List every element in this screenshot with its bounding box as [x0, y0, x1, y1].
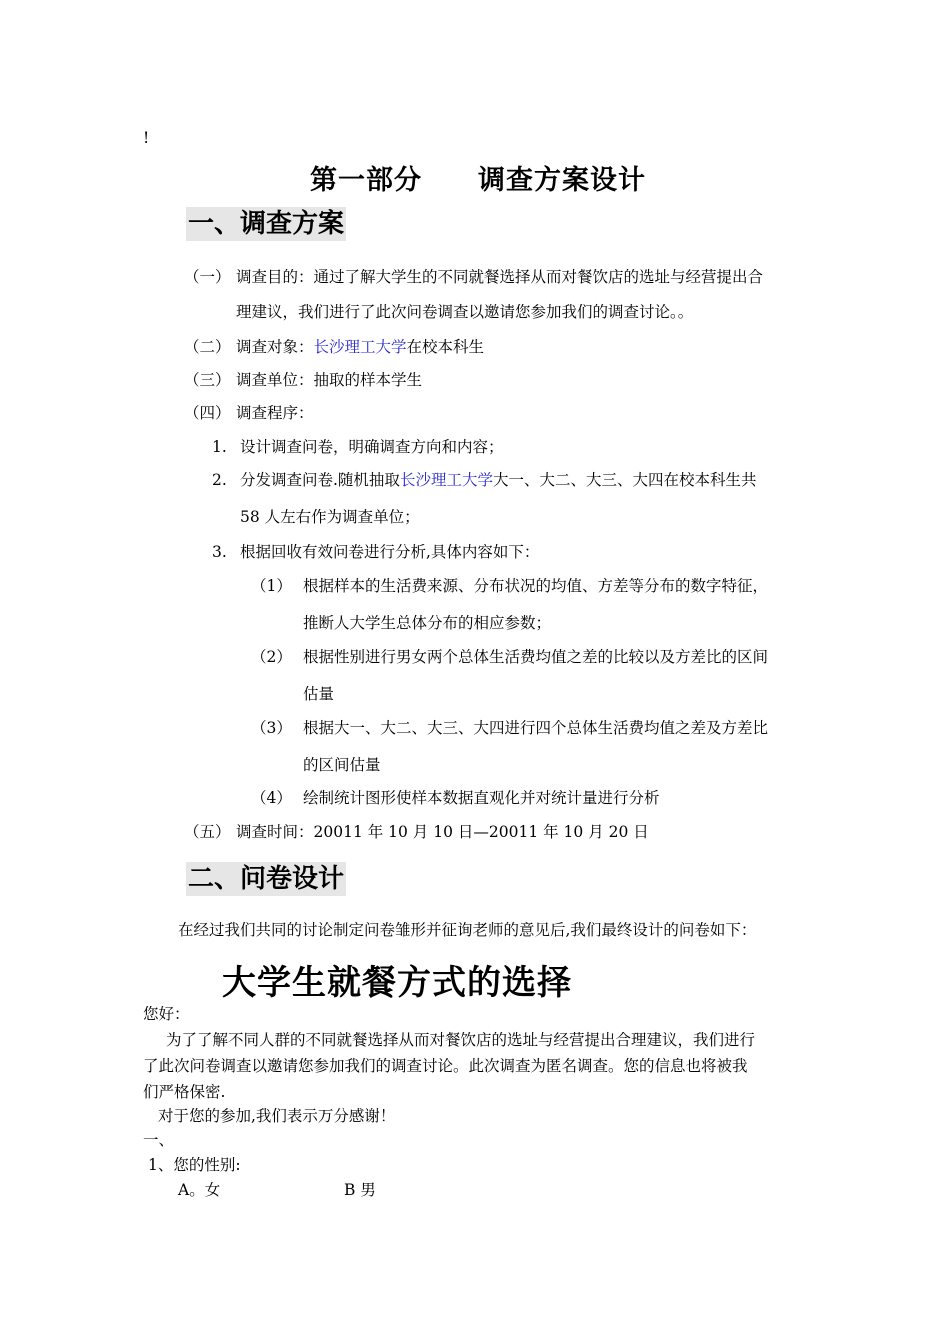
item-text: 调查目的：通过了解大学生的不同就餐选择从而对餐饮店的选址与经营提出合: [236, 268, 764, 286]
section1-heading: 一、调查方案: [188, 209, 345, 239]
step-text: 根据回收有效问卷进行分析,具体内容如下：: [240, 543, 540, 561]
university-link[interactable]: 长沙理工大学: [313, 338, 407, 356]
thanks-line: 对于您的参加,我们表示万分感谢！: [158, 1107, 396, 1125]
item-text: 调查时间：20011 年 10 月 10 日—20011 年 10 月 20 日: [236, 823, 649, 841]
step-text: [240, 470, 756, 490]
item-suffix: 在校本科生: [406, 338, 485, 356]
intro-paragraph-line: 们严格保密.: [143, 1083, 226, 1101]
part-marker: 一、: [143, 1131, 175, 1149]
subitem-num: （3）: [251, 719, 292, 737]
subitem-text: 根据大一、大二、大三、大四进行四个总体生活费均值之差及方差比: [303, 719, 769, 737]
greeting: 您好：: [143, 1005, 190, 1023]
item-num: （三）: [184, 371, 231, 389]
step-text: 设计调查问卷，明确调查方向和内容；: [240, 438, 504, 456]
section2-intro: 在经过我们共同的讨论制定问卷雏形并征询老师的意见后,我们最终设计的问卷如下：: [178, 921, 757, 939]
item-num: （四）: [184, 404, 231, 422]
question-1-label: 1、您的性别:: [148, 1156, 241, 1174]
item-text: 调查单位：抽取的样本学生: [236, 371, 423, 389]
question-1-option-a[interactable]: A。女: [178, 1181, 221, 1199]
item-num: （一）: [184, 268, 231, 286]
part-title-right: 调查方案设计: [478, 165, 646, 196]
item-num: （二）: [184, 338, 231, 356]
subitem-text: 推断人大学生总体分布的相应参数；: [303, 614, 552, 632]
subitem-text: 根据性别进行男女两个总体生活费均值之差的比较以及方差比的区间: [303, 648, 769, 666]
subitem-num: （1）: [251, 577, 292, 595]
item-num: （五）: [184, 823, 231, 841]
intro-paragraph-line: 为了了解不同人群的不同就餐选择从而对餐饮店的选址与经营提出合理建议，我们进行: [166, 1031, 756, 1049]
item-text: 理建议，我们进行了此次问卷调查以邀请您参加我们的调查讨论。。: [236, 303, 694, 321]
subitem-text: 绘制统计图形使样本数据直观化并对统计量进行分析: [303, 789, 660, 807]
page-marker: !: [143, 129, 150, 147]
subitem-text: 的区间估量: [303, 756, 381, 774]
questionnaire-title: 大学生就餐方式的选择: [222, 963, 572, 1003]
step-text: 58 人左右作为调查单位；: [240, 508, 420, 526]
item-prefix: 调查对象：: [236, 338, 314, 356]
item-text: [236, 337, 484, 357]
subitem-text: 估量: [303, 685, 335, 703]
item-text: 调查程序：: [236, 404, 314, 422]
question-1-option-b[interactable]: B 男: [344, 1181, 376, 1199]
step-prefix: 分发调查问卷.随机抽取: [240, 471, 400, 489]
section2-heading: 二、问卷设计: [188, 864, 345, 894]
step-num: 3.: [212, 543, 227, 561]
university-link[interactable]: 长沙理工大学: [399, 471, 493, 489]
subitem-text: 根据样本的生活费来源、分布状况的均值、方差等分布的数字特征，: [303, 577, 769, 595]
part-title-left: 第一部分: [310, 165, 422, 196]
subitem-num: （2）: [251, 648, 292, 666]
step-num: 2.: [212, 471, 227, 489]
part-title: [310, 158, 646, 197]
step-num: 1.: [212, 438, 227, 456]
intro-paragraph-line: 了此次问卷调查以邀请您参加我们的调查讨论。此次调查为匿名调查。您的信息也将被我: [143, 1057, 748, 1075]
step-suffix: 大一、大二、大三、大四在校本科生共: [492, 471, 757, 489]
subitem-num: （4）: [251, 789, 292, 807]
